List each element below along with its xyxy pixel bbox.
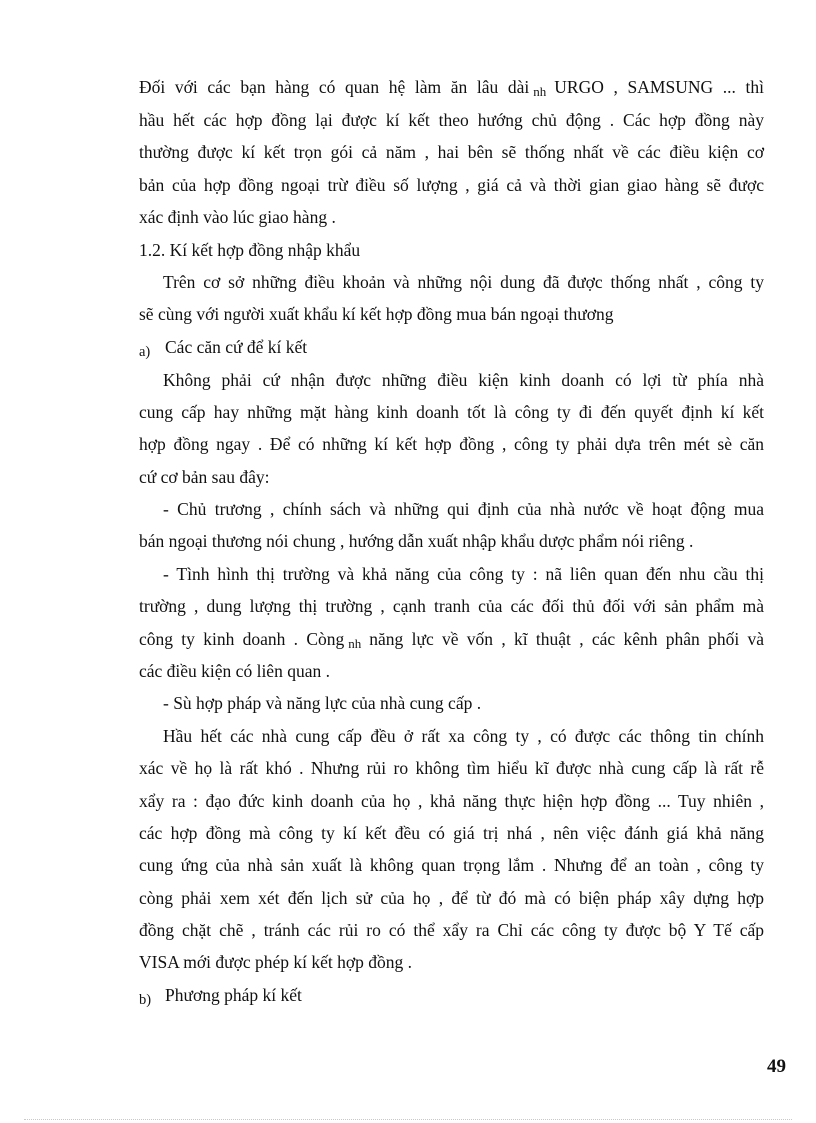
- paragraph-line: sẽ cùng với người xuất khẩu kí kết hợp đồng mua bán ngoại thương: [139, 304, 614, 324]
- paragraph-line: xác định vào lúc giao hàng .: [139, 207, 336, 227]
- paragraph-line: còng phải xem xét đến lịch sử của họ , để từ đó mà có biện pháp xây dựng hợp: [139, 888, 764, 908]
- paragraph-line: cứ cơ bản sau đây:: [139, 467, 270, 487]
- paragraph-line: Hầu hết các nhà cung cấp đều ở rất xa công ty , có được các thông tin chính: [163, 726, 764, 746]
- paragraph-line: VISA mới được phép kí kết hợp đồng .: [139, 952, 412, 972]
- bullet-line: - Tình hình thị trường và khả năng của công ty : nã liên quan đến nhu cầu thị: [163, 564, 764, 584]
- paragraph-line: các hợp đồng mà công ty kí kết đều có giá trị nhá , nên việc đánh giá khả năng: [139, 823, 764, 843]
- paragraph-line: công ty kinh doanh . Còng nh năng lực về vốn , kĩ thuật , các kênh phân phối và: [139, 629, 765, 651]
- paragraph-line: cung cấp hay những mặt hàng kinh doanh tốt là công ty đi đến quyết định kí kết: [139, 402, 764, 422]
- paragraph-line: trường , dung lượng thị trường , cạnh tranh của các đối thủ đối với sản phẩm mà: [139, 596, 764, 616]
- list-marker: b): [139, 992, 152, 1008]
- footer-divider: [24, 1119, 792, 1120]
- paragraph-line: xẩy ra : đạo đức kinh doanh của họ , khả năng thực hiện hợp đồng ... Tuy nhiên ,: [139, 791, 764, 811]
- subsection-title: Phương pháp kí kết: [165, 985, 302, 1005]
- subsection-heading-a: [139, 331, 764, 365]
- subsection-heading-b: [139, 979, 764, 1013]
- paragraph-line: hầu hết các hợp đồng lại được kí kết theo hướng chủ động . Các hợp đồng này: [139, 110, 764, 130]
- paragraph-line: Không phải cứ nhận được những điều kiện kinh doanh có lợi từ phía nhà: [163, 370, 764, 390]
- section-heading: 1.2. Kí kết hợp đồng nhập khẩu: [139, 240, 361, 260]
- paragraph-line: hợp đồng ngay . Để có những kí kết hợp đồng , công ty phải dựa trên mét sè căn: [139, 434, 764, 454]
- page-number: 49: [767, 1056, 786, 1077]
- paragraph-line: Đối với các bạn hàng có quan hệ làm ăn lâu dài nh URGO , SAMSUNG ... thì: [139, 77, 764, 99]
- paragraph-line: xác về họ là rất khó . Nhưng rủi ro không tìm hiểu kĩ được nhà cung cấp là rất rễ: [139, 758, 764, 778]
- paragraph-line: các điều kiện có liên quan .: [139, 661, 330, 681]
- paragraph-line: đồng chặt chẽ , tránh các rủi ro có thể xẩy ra Chỉ các công ty được bộ Y Tế cấp: [139, 920, 764, 940]
- paragraph-line: cung ứng của nhà sản xuất là không quan trọng lắm . Nhưng để an toàn , công ty: [139, 855, 764, 875]
- paragraph-line: bán ngoại thương nói chung , hướng dẫn xuất nhập khẩu dược phẩm nói riêng .: [139, 531, 694, 551]
- paragraph-line: bản của hợp đồng ngoại trừ điều số lượng , giá cả và thời gian giao hàng sẽ được: [139, 175, 764, 195]
- list-marker: a): [139, 344, 151, 360]
- paragraph-line: thường được kí kết trọn gói cả năm , hai bên sẽ thống nhất về các điều kiện cơ: [139, 142, 764, 162]
- bullet-line: - Chủ trương , chính sách và những qui định của nhà nước về hoạt động mua: [163, 499, 764, 519]
- subsection-title: Các căn cứ để kí kết: [165, 337, 308, 357]
- bullet-line: - Sù hợp pháp và năng lực của nhà cung cấp .: [163, 693, 482, 713]
- paragraph-line: Trên cơ sở những điều khoản và những nội dung đã được thống nhất , công ty: [163, 272, 764, 292]
